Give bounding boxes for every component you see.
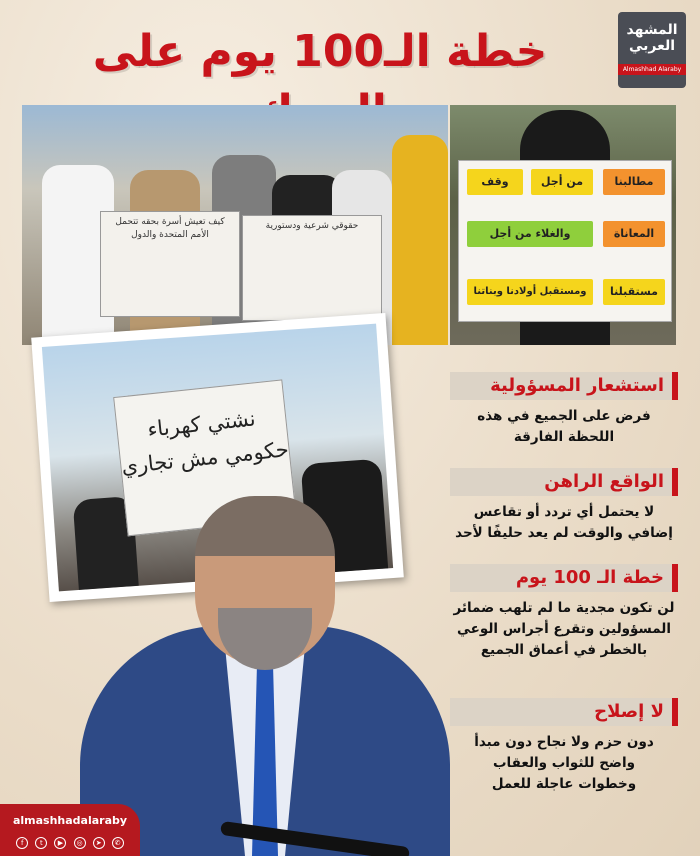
section-3 bbox=[450, 564, 678, 661]
section-title: استشعار المسؤولية bbox=[450, 372, 678, 400]
section-body: لا يحتمل أي تردد أو تقاعس إضافي والوقت لم يعد حليفًا لأحد bbox=[455, 504, 673, 541]
instagram-icon[interactable]: ◎ bbox=[74, 837, 86, 849]
logo-line1: المشهد bbox=[626, 22, 678, 38]
board-chip: مطالبنا bbox=[603, 169, 665, 195]
protest-photo-women bbox=[450, 105, 676, 345]
headline: خطة الـ100 يوم على bbox=[92, 26, 548, 77]
section-body: فرض على الجميع في هذه اللحظة الفارقة bbox=[477, 408, 651, 445]
twitter-icon[interactable]: t bbox=[35, 837, 47, 849]
social-handle[interactable]: almashhadalaraby bbox=[12, 814, 128, 827]
portrait-hair bbox=[195, 496, 335, 556]
board-chip: والغلاء من أجل bbox=[467, 221, 593, 247]
section-title: الواقع الراهن bbox=[450, 468, 678, 496]
logo-line2: العربي bbox=[628, 38, 676, 54]
section-body: لن تكون مجدية ما لم تلهب ضمائر المسؤولين وتقرع أجراس الوعي بالخطر في أعماق الجميع bbox=[453, 600, 675, 658]
framed-sign-line2: حكومي مش تجاري bbox=[120, 437, 290, 479]
whatsapp-icon[interactable]: ✆ bbox=[112, 837, 124, 849]
telegram-icon[interactable]: ➤ bbox=[93, 837, 105, 849]
section-title: خطة الـ 100 يوم bbox=[450, 564, 678, 592]
protest-sign-left: كيف تعيش أسرة بحقه تتحمل الأمم المتحدة والدول bbox=[100, 211, 240, 317]
social-footer bbox=[0, 804, 140, 856]
section-2 bbox=[450, 468, 678, 544]
framed-sign-line1: نشتي كهرباء bbox=[146, 406, 257, 442]
official-portrait bbox=[80, 490, 450, 856]
facebook-icon[interactable]: f bbox=[16, 837, 28, 849]
protest-board bbox=[458, 160, 672, 322]
section-body: دون حزم ولا نجاح دون مبدأ واضح للثواب والعقاب وخطوات عاجلة للعمل bbox=[474, 734, 654, 792]
protest-photo-men bbox=[22, 105, 448, 345]
youtube-icon[interactable]: ▶ bbox=[54, 837, 66, 849]
board-chip: ومستقبل أولادنا وبناتنا bbox=[467, 279, 593, 305]
section-title: لا إصلاح bbox=[450, 698, 678, 726]
section-4 bbox=[450, 698, 678, 795]
person bbox=[392, 135, 448, 345]
section-1 bbox=[450, 372, 678, 448]
brand-logo bbox=[618, 12, 686, 88]
board-chip: مستقبلنا bbox=[603, 279, 665, 305]
board-chip: المعاناة bbox=[603, 221, 665, 247]
logo-caption: Almashhad Alaraby bbox=[618, 64, 686, 75]
board-chip: من أجل bbox=[531, 169, 593, 195]
protest-sign-center: حقوقي شرعية ودستورية bbox=[242, 215, 382, 321]
social-icons bbox=[0, 830, 140, 849]
board-chip: وقف bbox=[467, 169, 523, 195]
